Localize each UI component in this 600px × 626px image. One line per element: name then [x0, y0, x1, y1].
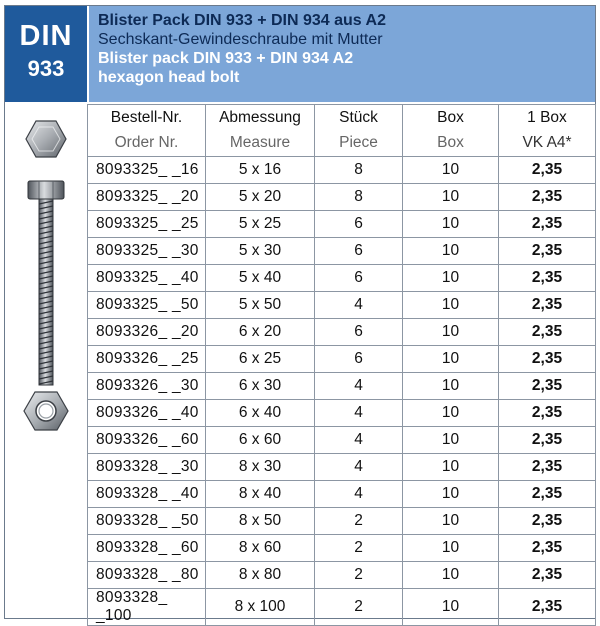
order-number-cell: 8093326_ _60 [88, 427, 206, 454]
column-header: Abmessung [206, 105, 315, 131]
column-header: Measure [206, 130, 315, 157]
piece-cell: 6 [315, 346, 403, 373]
price-cell: 2,35 [499, 589, 596, 626]
table-row [88, 346, 596, 373]
price-cell: 2,35 [499, 265, 596, 292]
price-cell: 2,35 [499, 481, 596, 508]
price-cell: 2,35 [499, 319, 596, 346]
piece-cell: 4 [315, 292, 403, 319]
piece-cell: 2 [315, 508, 403, 535]
order-number-cell: 8093328_ _80 [88, 562, 206, 589]
table-row [88, 427, 596, 454]
column-header: Box [403, 130, 499, 157]
measure-cell: 5 x 40 [206, 265, 315, 292]
price-cell: 2,35 [499, 238, 596, 265]
piece-cell: 6 [315, 211, 403, 238]
box-cell: 10 [403, 508, 499, 535]
column-header: VK A4* [499, 130, 596, 157]
box-cell: 10 [403, 319, 499, 346]
product-illustration-column [5, 104, 88, 618]
order-number-cell: 8093328_ _50 [88, 508, 206, 535]
measure-cell: 8 x 60 [206, 535, 315, 562]
din-number: 933 [27, 56, 65, 81]
measure-cell: 5 x 16 [206, 157, 315, 184]
order-number-cell: 8093325_ _40 [88, 265, 206, 292]
box-cell: 10 [403, 400, 499, 427]
column-header: Box [403, 105, 499, 131]
din-label: DIN [19, 20, 73, 52]
piece-cell: 2 [315, 562, 403, 589]
order-number-cell: 8093326_ _30 [88, 373, 206, 400]
measure-cell: 6 x 25 [206, 346, 315, 373]
product-table-card [4, 5, 596, 624]
price-cell: 2,35 [499, 184, 596, 211]
hex-bolt-side-icon [25, 180, 67, 390]
piece-cell: 6 [315, 265, 403, 292]
table-row [88, 508, 596, 535]
box-cell: 10 [403, 481, 499, 508]
column-header: Stück [315, 105, 403, 131]
measure-cell: 5 x 20 [206, 184, 315, 211]
price-cell: 2,35 [499, 400, 596, 427]
product-subtitle-en: hexagon head bolt [98, 69, 240, 86]
order-table [87, 104, 596, 626]
table-row [88, 589, 596, 626]
price-cell: 2,35 [499, 508, 596, 535]
product-subtitle-de: Sechskant-Gewindeschraube mit Mutter [98, 31, 383, 48]
table-row [88, 211, 596, 238]
piece-cell: 4 [315, 400, 403, 427]
box-cell: 10 [403, 562, 499, 589]
measure-cell: 6 x 60 [206, 427, 315, 454]
box-cell: 10 [403, 535, 499, 562]
hex-bolt-head-icon [25, 119, 67, 159]
order-number-cell: 8093325_ _20 [88, 184, 206, 211]
order-number-cell: 8093328_ _60 [88, 535, 206, 562]
product-title-en: Blister pack DIN 933 + DIN 934 A2 [98, 50, 354, 67]
table-row [88, 292, 596, 319]
table-row [88, 454, 596, 481]
table-header-de [88, 105, 596, 131]
column-header: Piece [315, 130, 403, 157]
piece-cell: 2 [315, 535, 403, 562]
measure-cell: 8 x 50 [206, 508, 315, 535]
box-cell: 10 [403, 292, 499, 319]
measure-cell: 6 x 20 [206, 319, 315, 346]
box-cell: 10 [403, 184, 499, 211]
column-header: Bestell-Nr. [88, 105, 206, 131]
price-cell: 2,35 [499, 211, 596, 238]
table-row [88, 400, 596, 427]
box-cell: 10 [403, 454, 499, 481]
box-cell: 10 [403, 211, 499, 238]
product-title-de: Blister Pack DIN 933 + DIN 934 aus A2 [98, 12, 386, 29]
measure-cell: 8 x 80 [206, 562, 315, 589]
table-row [88, 373, 596, 400]
box-cell: 10 [403, 157, 499, 184]
piece-cell: 4 [315, 454, 403, 481]
box-cell: 10 [403, 427, 499, 454]
price-cell: 2,35 [499, 427, 596, 454]
piece-cell: 4 [315, 373, 403, 400]
table-row [88, 265, 596, 292]
table-row [88, 238, 596, 265]
order-number-cell: 8093326_ _20 [88, 319, 206, 346]
order-number-cell: 8093328_ _40 [88, 481, 206, 508]
table-row [88, 562, 596, 589]
piece-cell: 4 [315, 427, 403, 454]
measure-cell: 8 x 100 [206, 589, 315, 626]
measure-cell: 6 x 40 [206, 400, 315, 427]
piece-cell: 6 [315, 319, 403, 346]
hex-nut-icon [23, 390, 69, 432]
order-number-cell: 8093326_ _25 [88, 346, 206, 373]
box-cell: 10 [403, 346, 499, 373]
measure-cell: 5 x 30 [206, 238, 315, 265]
table-row [88, 157, 596, 184]
piece-cell: 2 [315, 589, 403, 626]
column-header: 1 Box [499, 105, 596, 131]
measure-cell: 5 x 25 [206, 211, 315, 238]
price-cell: 2,35 [499, 562, 596, 589]
price-cell: 2,35 [499, 157, 596, 184]
product-header [89, 6, 595, 102]
measure-cell: 8 x 40 [206, 481, 315, 508]
order-number-cell: 8093325_ _30 [88, 238, 206, 265]
table-row [88, 319, 596, 346]
price-cell: 2,35 [499, 373, 596, 400]
measure-cell: 8 x 30 [206, 454, 315, 481]
box-cell: 10 [403, 589, 499, 626]
box-cell: 10 [403, 265, 499, 292]
table-row [88, 535, 596, 562]
order-number-cell: 8093325_ _16 [88, 157, 206, 184]
piece-cell: 8 [315, 157, 403, 184]
piece-cell: 6 [315, 238, 403, 265]
box-cell: 10 [403, 238, 499, 265]
table-row [88, 184, 596, 211]
column-header: Order Nr. [88, 130, 206, 157]
box-cell: 10 [403, 373, 499, 400]
order-number-cell: 8093326_ _40 [88, 400, 206, 427]
order-number-cell: 8093328_ _100 [88, 589, 206, 626]
table-row [88, 481, 596, 508]
price-cell: 2,35 [499, 454, 596, 481]
piece-cell: 4 [315, 481, 403, 508]
price-cell: 2,35 [499, 535, 596, 562]
order-number-cell: 8093328_ _30 [88, 454, 206, 481]
order-number-cell: 8093325_ _25 [88, 211, 206, 238]
order-number-cell: 8093325_ _50 [88, 292, 206, 319]
measure-cell: 6 x 30 [206, 373, 315, 400]
price-cell: 2,35 [499, 292, 596, 319]
table-header-en [88, 130, 596, 157]
measure-cell: 5 x 50 [206, 292, 315, 319]
piece-cell: 8 [315, 184, 403, 211]
price-cell: 2,35 [499, 346, 596, 373]
din-badge [5, 6, 87, 102]
